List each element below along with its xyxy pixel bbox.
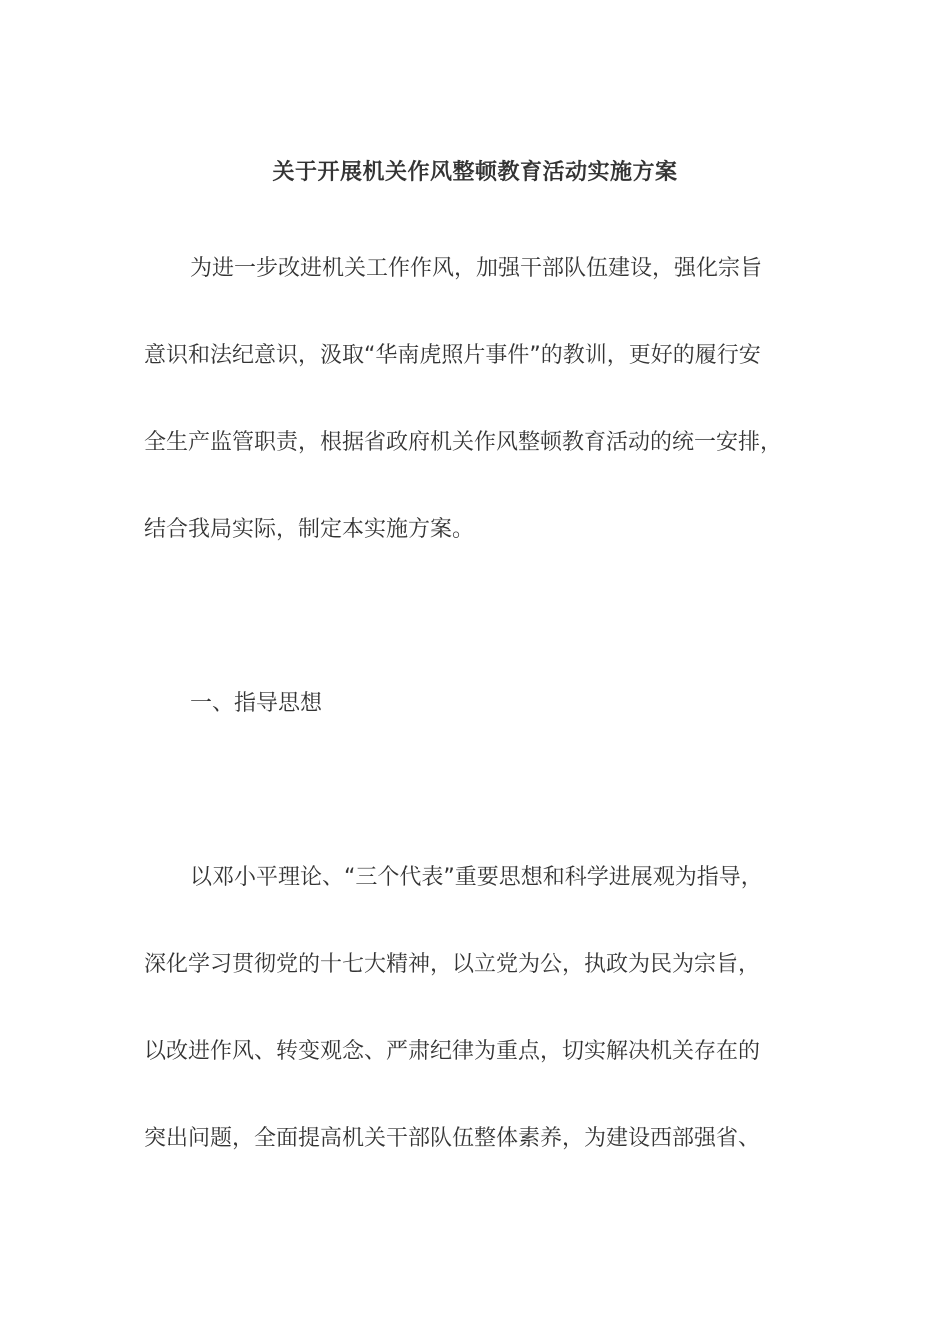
section1-line-3: 以改进作风、转变观念、严肃纪律为重点，切实解决机关存在的 — [144, 1039, 761, 1064]
intro-line-1: 为进一步改进机关工作作风，加强干部队伍建设，强化宗旨 — [190, 256, 763, 281]
intro-line-4: 结合我局实际，制定本实施方案。 — [144, 517, 475, 542]
section1-line-2: 深化学习贯彻党的十七大精神，以立党为公，执政为民为宗旨， — [144, 952, 761, 977]
document-title: 关于开展机关作风整顿教育活动实施方案 — [272, 160, 678, 185]
section1-line-4: 突出问题，全面提高机关干部队伍整体素养，为建设西部强省、 — [144, 1126, 761, 1151]
intro-line-2: 意识和法纪意识，汲取“华南虎照片事件”的教训，更好的履行安 — [144, 343, 761, 368]
intro-line-3: 全生产监管职责，根据省政府机关作风整顿教育活动的统一安排， — [144, 430, 783, 455]
section1-line-1: 以邓小平理论、“三个代表”重要思想和科学进展观为指导， — [190, 865, 763, 890]
section-heading-guiding-ideology: 一、指导思想 — [190, 691, 323, 716]
